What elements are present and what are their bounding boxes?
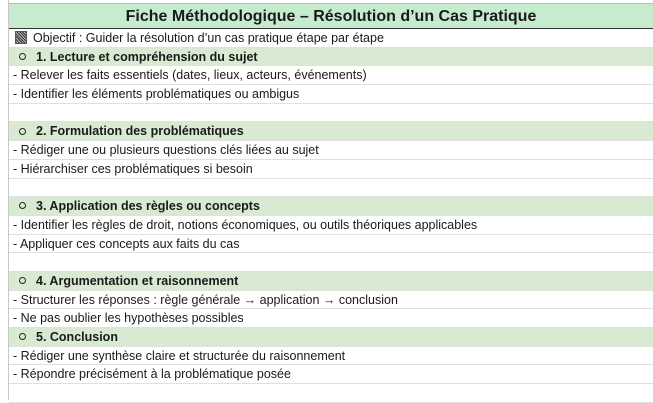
section-header[interactable] bbox=[9, 328, 653, 347]
notebook-icon bbox=[15, 31, 27, 44]
list-item[interactable]: - Identifier les éléments problématiques ou ambigus bbox=[9, 85, 653, 104]
section-heading: 1. Lecture et compréhension du sujet bbox=[36, 49, 258, 64]
empty-row[interactable] bbox=[9, 253, 653, 272]
list-item[interactable]: - Rédiger une ou plusieurs questions clés liées au sujet bbox=[9, 141, 653, 160]
bullet-icon bbox=[19, 53, 26, 60]
section-heading: 5. Conclusion bbox=[36, 330, 118, 344]
section-header[interactable] bbox=[9, 197, 653, 216]
sheet-title[interactable]: Fiche Méthodologique – Résolution d’un Cas Pratique bbox=[9, 3, 653, 29]
list-item[interactable]: - Relever les faits essentiels (dates, lieux, acteurs, événements) bbox=[9, 66, 653, 85]
spreadsheet-grid bbox=[9, 3, 653, 403]
list-item[interactable]: - Hiérarchiser ces problématiques si besoin bbox=[9, 160, 653, 179]
section-heading: 4. Argumentation et raisonnement bbox=[36, 273, 239, 288]
section-header[interactable] bbox=[9, 122, 653, 141]
list-item[interactable]: - Appliquer ces concepts aux faits du cas bbox=[9, 235, 653, 254]
list-item[interactable]: - Rédiger une synthèse claire et structurée du raisonnement bbox=[9, 347, 653, 366]
list-item[interactable]: - Structurer les réponses : règle générale → application → conclusion bbox=[9, 291, 653, 310]
bullet-icon bbox=[19, 277, 26, 284]
objective-text: Objectif : Guider la résolution d’un cas pratique étape par étape bbox=[33, 31, 384, 45]
section-header[interactable] bbox=[9, 48, 653, 67]
bullet-icon bbox=[19, 128, 26, 135]
objective-row[interactable] bbox=[9, 29, 653, 48]
bullet-icon bbox=[19, 333, 26, 340]
section-header[interactable] bbox=[9, 272, 653, 291]
empty-row[interactable] bbox=[9, 104, 653, 123]
list-item[interactable]: - Identifier les règles de droit, notions économiques, ou outils théoriques applicables bbox=[9, 216, 653, 235]
section-heading: 3. Application des règles ou concepts bbox=[36, 199, 260, 214]
section-heading: 2. Formulation des problématiques bbox=[36, 124, 244, 139]
list-item[interactable]: - Répondre précisément à la problématique posée bbox=[9, 365, 653, 384]
empty-row[interactable] bbox=[9, 179, 653, 198]
bullet-icon bbox=[19, 202, 26, 209]
list-item[interactable]: - Ne pas oublier les hypothèses possibles bbox=[9, 309, 653, 328]
row-header-column bbox=[0, 0, 9, 400]
